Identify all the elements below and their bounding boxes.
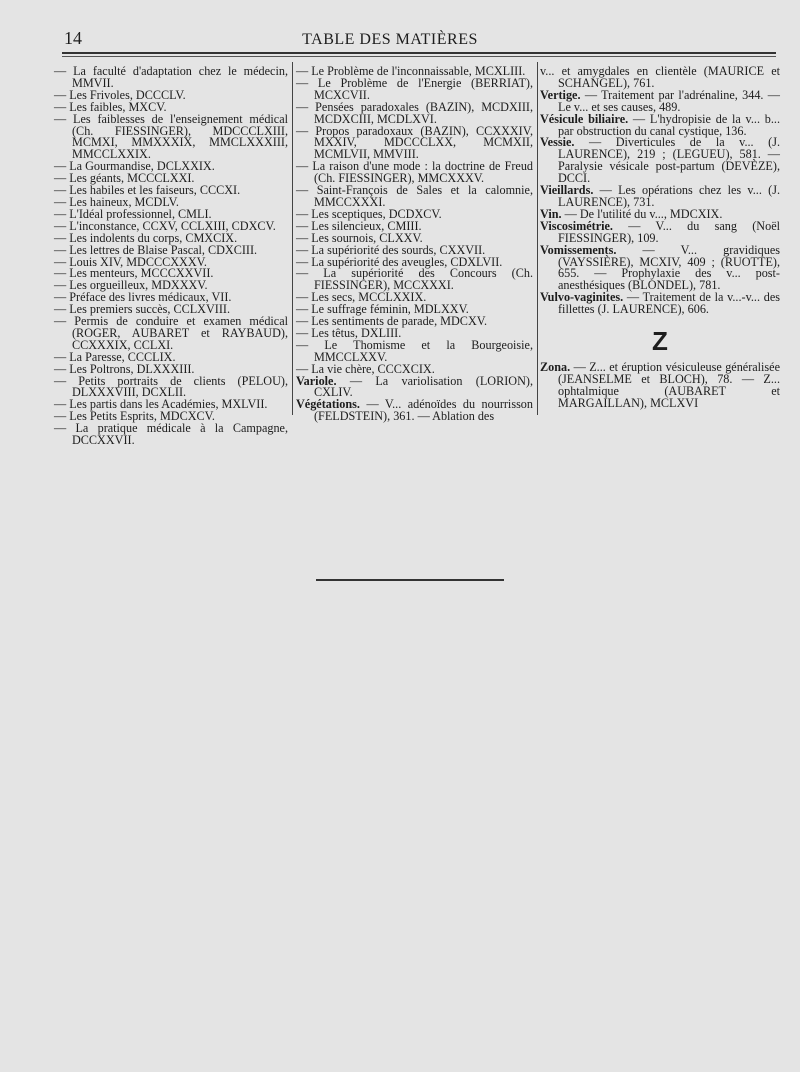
index-headword: Végétations. — [296, 397, 360, 412]
index-entry — [540, 218, 780, 245]
column-separator — [292, 62, 293, 415]
index-subentry: — Saint-François de Sales et la calomnie, MMCCXXXI. — [296, 185, 533, 209]
index-entry — [540, 292, 780, 316]
index-subentry: — La supériorité des Concours (Ch. FIESSINGER), MCCXXXI. — [296, 268, 533, 292]
index-headword: Viscosimétrie. — [540, 218, 613, 233]
index-entry — [540, 87, 780, 114]
index-subentry: — Les indolents du corps, CMXCIX. — [54, 233, 288, 245]
column-1 — [54, 66, 288, 447]
header-rule-thin — [62, 56, 776, 57]
index-entry-text: — De l'utilité du v..., MDCXIX. — [561, 206, 723, 221]
index-entry-text: — V... du sang (Noël FIESSINGER), 109. — [558, 218, 780, 245]
header-rule — [62, 52, 776, 54]
index-headword: Zona. — [540, 359, 571, 374]
index-subentry: — La vie chère, CCCXCIX. — [296, 364, 533, 376]
index-entry — [540, 137, 780, 185]
column-separator — [537, 62, 538, 415]
index-entry-text: — V... gravidiques (VAYSSIÈRE), MCXIV, 409 ; (RUOTTE), 655. — Prophylaxie des v... post-anesthésiques (BLONDEL), 781. — [558, 242, 780, 293]
index-subentry: — Petits portraits de clients (PELOU), DLXXXVIII, DCXLII. — [54, 376, 288, 400]
index-entry — [296, 399, 533, 423]
index-entry-text: — Diverticules de la v... (J. LAURENCE), 219 ; (LEGUEU), 581. — Paralysie vésicale post-partum (DEVÈZE), DCCI. — [558, 135, 780, 186]
index-subentry: — Les habiles et les faiseurs, CCCXI. — [54, 185, 288, 197]
index-subentry: — Le Problème de l'inconnaissable, MCXLIII. — [296, 66, 533, 78]
index-entry-text: — Traitement par l'adrénaline, 344. — Le v... et ses causes, 489. — [558, 87, 780, 114]
index-subentry: — Les sournois, CLXXV. — [296, 233, 533, 245]
index-entry-text: — Z... et éruption vésiculeuse généralisée (JEANSELME et BLOCH), 78. — Z... ophtalmique (AUBARET et MARGAILLAN), MCLXVI — [558, 359, 780, 410]
index-subentry: — Les premiers succès, CCLXVIII. — [54, 304, 288, 316]
index-subentry: — La Paresse, CCCLIX. — [54, 352, 288, 364]
index-subentry: — L'Idéal professionnel, CMLI. — [54, 209, 288, 221]
index-subentry: — Préface des livres médicaux, VII. — [54, 292, 288, 304]
index-subentry: — Les menteurs, MCCCXXVII. — [54, 268, 288, 280]
index-subentry: — Le Problème de l'Energie (BERRIAT), MCXCVII. — [296, 78, 533, 102]
index-subentry: — La supériorité des aveugles, CDXLVII. — [296, 257, 533, 269]
index-entry-text: — La variolisation (LORION), CXLIV. — [314, 373, 533, 400]
index-headword: Vulvo-vaginites. — [540, 290, 624, 305]
index-subentry: — La Gourmandise, DCLXXIX. — [54, 161, 288, 173]
index-subentry: — Les têtus, DXLIII. — [296, 328, 533, 340]
index-subentry: — Les secs, MCCLXXIX. — [296, 292, 533, 304]
index-entry — [540, 242, 780, 293]
index-entry — [296, 373, 533, 400]
index-subentry: — Les partis dans les Académies, MXLVII. — [54, 399, 288, 411]
index-headword: Vin. — [540, 206, 562, 221]
running-title: TABLE DES MATIÈRES — [302, 31, 478, 48]
index-subentry: — Les faiblesses de l'enseignement médical (Ch. FIESSINGER), MDCCCLXIII, MCMXI, MMXXXIX, MMCLXXXIII, MMCCLXXIX. — [54, 114, 288, 162]
index-subentry: — La pratique médicale à la Campagne, DCCXXVII. — [54, 423, 288, 447]
index-entry-text: — L'hydropisie de la v... b... par obstruction du canal cystique, 136. — [558, 111, 780, 138]
column-3 — [540, 66, 780, 410]
index-subentry: — L'inconstance, CCXV, CCLXIII, CDXCV. — [54, 221, 288, 233]
index-entry-text: — V... adénoïdes du nourrisson (FELDSTEIN), 361. — Ablation des — [314, 397, 533, 424]
index-continuation: v... et amygdales en clientèle (MAURICE et SCHANGEL), 761. — [540, 64, 780, 90]
index-subentry: — Les Poltrons, DLXXXIII. — [54, 364, 288, 376]
index-subentry: — Propos paradoxaux (BAZIN), CCXXXIV, MXXIV, MDCCCLXX, MCMXII, MCMLVII, MMVIII. — [296, 126, 533, 162]
index-subentry: — Les Frivoles, DCCCLV. — [54, 90, 288, 102]
index-entry-text: — Traitement de la v...-v... des fillettes (J. LAURENCE), 606. — [558, 290, 780, 317]
index-subentry: — Permis de conduire et examen médical (ROGER, AUBARET et RAYBAUD), CCXXXIX, CCLXI. — [54, 316, 288, 352]
index-subentry: — Pensées paradoxales (BAZIN), MCDXIII, MCDXCIII, MCDLXVI. — [296, 102, 533, 126]
index-entry — [540, 111, 780, 138]
column-2 — [296, 66, 533, 423]
index-subentry: — Les lettres de Blaise Pascal, CDXCIII. — [54, 245, 288, 257]
index-subentry: — Les haineux, MCDLV. — [54, 197, 288, 209]
page-number: 14 — [64, 28, 82, 48]
end-rule — [316, 579, 504, 581]
index-subentry: — La faculté d'adaptation chez le médecin, MMVII. — [54, 66, 288, 90]
index-headword: Vessie. — [540, 135, 575, 150]
index-subentry: — La supériorité des sourds, CXXVII. — [296, 245, 533, 257]
index-subentry: — Les faibles, MXCV. — [54, 102, 288, 114]
index-subentry: — Les orgueilleux, MDXXXV. — [54, 280, 288, 292]
index-subentry: — Le Thomisme et la Bourgeoisie, MMCCLXXV. — [296, 340, 533, 364]
index-subentry: — Les géants, MCCCLXXI. — [54, 173, 288, 185]
index-headword: Vésicule biliaire. — [540, 111, 629, 126]
index-entry — [540, 359, 780, 410]
section-letter: Z — [652, 326, 668, 357]
index-entry — [540, 185, 780, 209]
index-headword: Vomissements. — [540, 242, 617, 257]
index-subentry: — Le suffrage féminin, MDLXXV. — [296, 304, 533, 316]
index-subentry: — Les sceptiques, DCDXCV. — [296, 209, 533, 221]
index-subentry: — Les sentiments de parade, MDCXV. — [296, 316, 533, 328]
index-subentry: — La raison d'une mode : la doctrine de Freud (Ch. FIESSINGER), MMCXXXV. — [296, 161, 533, 185]
index-headword: Vertige. — [540, 87, 581, 102]
index-subentry: — Les silencieux, CMIII. — [296, 221, 533, 233]
index-entry-text: — Les opérations chez les v... (J. LAURENCE), 731. — [558, 183, 780, 209]
index-subentry: — Louis XIV, MDCCCXXXV. — [54, 257, 288, 269]
index-headword: Vieillards. — [540, 183, 594, 198]
index-subentry: — Les Petits Esprits, MDCXCV. — [54, 411, 288, 423]
index-headword: Variole. — [296, 373, 337, 388]
